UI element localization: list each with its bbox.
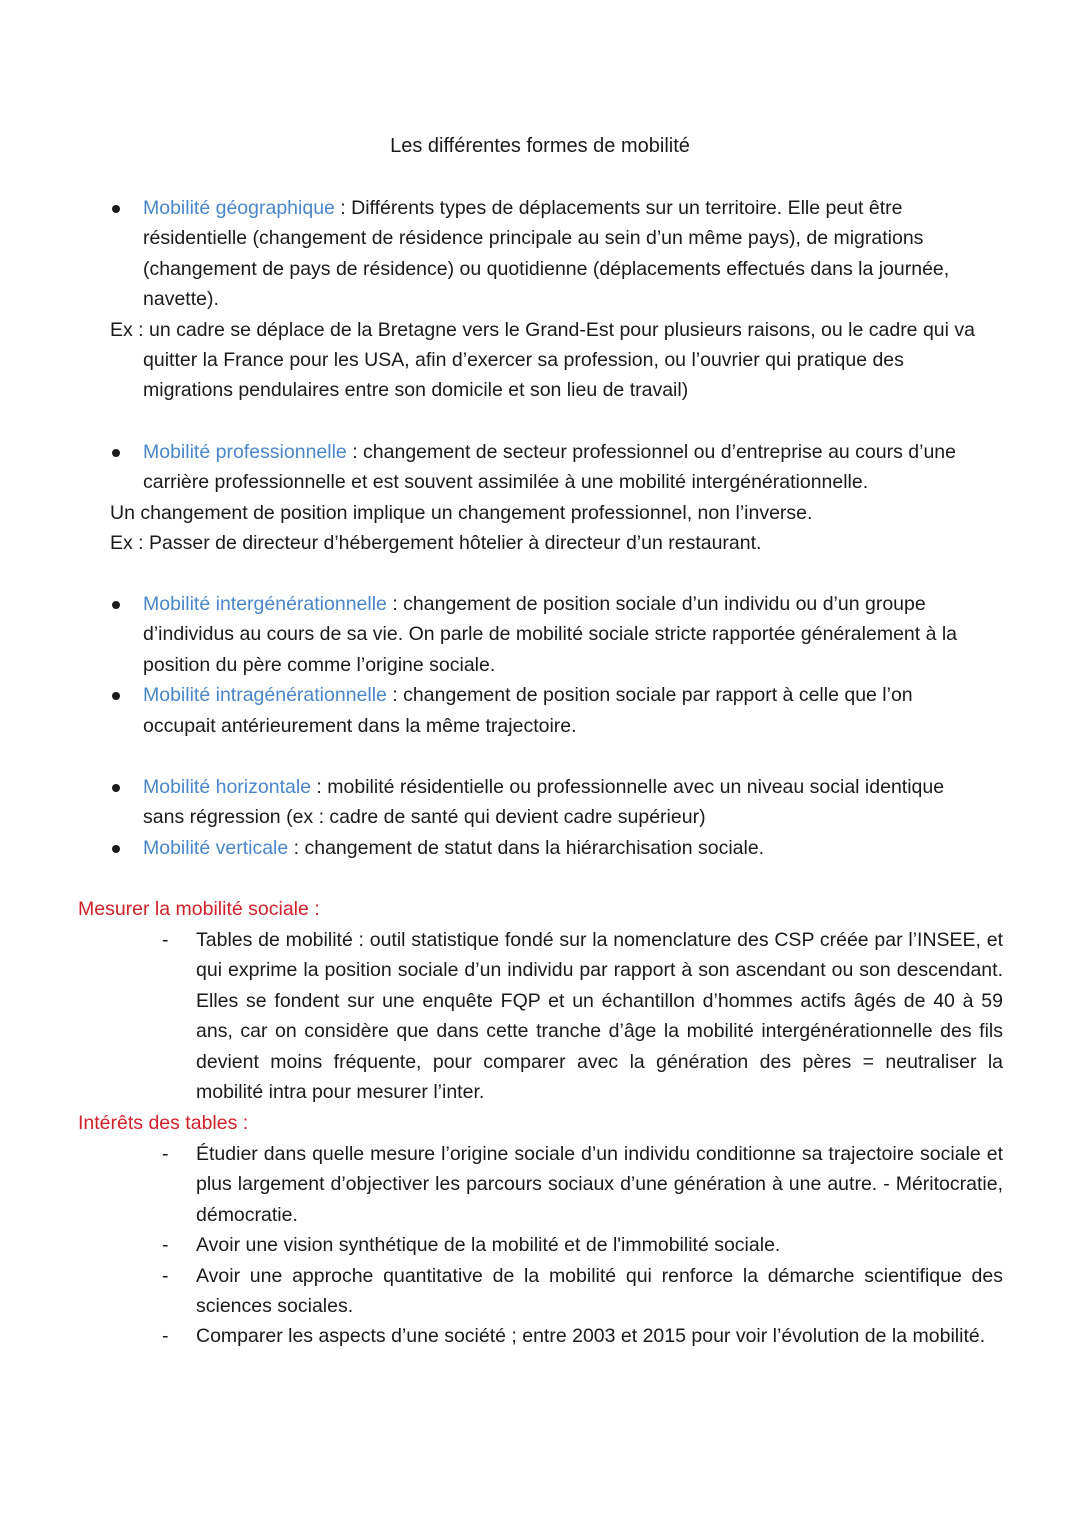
dash-marker: - bbox=[162, 1264, 169, 1287]
term-geographic: Mobilité géographique bbox=[143, 197, 335, 219]
term-intergenerational: Mobilité intergénérationnelle bbox=[143, 593, 387, 615]
dash-marker: - bbox=[162, 1325, 169, 1348]
list-item-text: Avoir une vision synthétique de la mobilité et de l'immobilité sociale. bbox=[196, 1234, 781, 1257]
term-intragenerational: Mobilité intragénérationnelle bbox=[143, 684, 387, 707]
list-item bbox=[160, 925, 1003, 1107]
bullet-icon bbox=[112, 692, 120, 700]
bullet-item-geographic bbox=[110, 193, 990, 315]
term-professional: Mobilité professionnelle bbox=[143, 441, 347, 463]
bullet-icon bbox=[112, 784, 120, 792]
definition-intragenerational: : changement de position sociale par rapport à celle que l’on occupait antérieurement dans la même trajectoire. bbox=[143, 684, 913, 737]
heading-interests: Intérêts des tables : bbox=[78, 1112, 249, 1134]
list-item bbox=[160, 1321, 1003, 1351]
definition-professional: : changement de secteur professionnel ou d’entreprise au cours d’une carrière professionnelle et est souvent assimilée à une mobilité intergénérationnelle. bbox=[143, 441, 956, 494]
section-professional bbox=[110, 437, 990, 559]
list-measure bbox=[160, 925, 1003, 1107]
section-generational bbox=[110, 589, 990, 741]
definition-intergenerational: : changement de position sociale d’un individu ou d’un groupe d’individus au cours de sa vie. On parle de mobilité sociale stricte rapportée généralement à la position du père comme l’origine sociale. bbox=[143, 593, 958, 676]
bullet-icon bbox=[112, 449, 120, 457]
note-professional: Un changement de position implique un changement professionnel, non l’inverse. bbox=[110, 501, 813, 524]
bullet-item-vertical bbox=[110, 833, 990, 863]
bullet-item-intragenerational bbox=[110, 680, 990, 741]
definition-geographic: : Différents types de déplacements sur un territoire. Elle peut être résidentielle (changement de résidence principale au sein d’un même pays), de migrations (changement de pays de résidence) ou quotidienne (déplacements effectués dans la journée, navette). bbox=[143, 197, 950, 311]
bullet-icon bbox=[112, 205, 120, 213]
term-vertical: Mobilité verticale bbox=[143, 836, 289, 859]
dash-marker: - bbox=[162, 1234, 169, 1257]
example-geographic: Ex : un cadre se déplace de la Bretagne vers le Grand-Est pour plusieurs raisons, ou le cadre qui va quitter la France pour les USA, afin d’exercer sa profession, ou l’ouvrier qui pratique des migrations pendulaires entre son domicile et son lieu de travail) bbox=[110, 318, 975, 402]
definition-vertical: : changement de statut dans la hiérarchisation sociale. bbox=[288, 836, 765, 859]
section-direction bbox=[110, 772, 990, 863]
example-professional: Ex : Passer de directeur d’hébergement hôtelier à directeur d’un restaurant. bbox=[110, 532, 762, 555]
list-item-text: Étudier dans quelle mesure l’origine sociale d’un individu conditionne sa trajectoire sociale et plus largement d’objectiver les parcours sociaux d’une génération à une autre. - Méritocratie, démocratie. bbox=[196, 1143, 1003, 1226]
list-item-text: Avoir une approche quantitative de la mobilité qui renforce la démarche scientifique des sciences sociales. bbox=[196, 1264, 1003, 1318]
list-item bbox=[160, 1230, 1003, 1260]
bullet-item-professional bbox=[110, 437, 990, 498]
list-item-text: Comparer les aspects d’une société ; entre 2003 et 2015 pour voir l’évolution de la mobilité. bbox=[196, 1325, 986, 1348]
list-interests bbox=[160, 1139, 1003, 1352]
list-item bbox=[160, 1139, 1003, 1230]
bullet-icon bbox=[112, 601, 120, 609]
page-title: Les différentes formes de mobilité bbox=[390, 135, 690, 157]
section-geographic bbox=[110, 193, 990, 406]
dash-marker: - bbox=[162, 929, 169, 951]
bullet-item-intergenerational bbox=[110, 589, 990, 680]
bullet-item-horizontal bbox=[110, 772, 990, 833]
list-item-text: Tables de mobilité : outil statistique fondé sur la nomenclature des CSP créée par l’INSEE, et qui exprime la position sociale d’un individu par rapport à son ascendant ou son descendant. Elles se fondent sur une enquête FQP et un échantillon d’hommes actifs âgés de 40 à 59 ans, car on considère que dans cette tranche d’âge la mobilité intergénérationnelle des fils devient moins fréquente, pour comparer avec la génération des pères = neutraliser la mobilité intra pour mesurer l’inter. bbox=[196, 929, 1003, 1104]
heading-measure: Mesurer la mobilité sociale : bbox=[78, 898, 320, 920]
bullet-icon bbox=[112, 845, 120, 853]
term-horizontal: Mobilité horizontale bbox=[143, 776, 312, 798]
list-item bbox=[160, 1261, 1003, 1322]
definition-horizontal: : mobilité résidentielle ou professionnelle avec un niveau social identique sans régression (ex : cadre de santé qui devient cadre supérieur) bbox=[143, 776, 945, 829]
dash-marker: - bbox=[162, 1143, 169, 1165]
